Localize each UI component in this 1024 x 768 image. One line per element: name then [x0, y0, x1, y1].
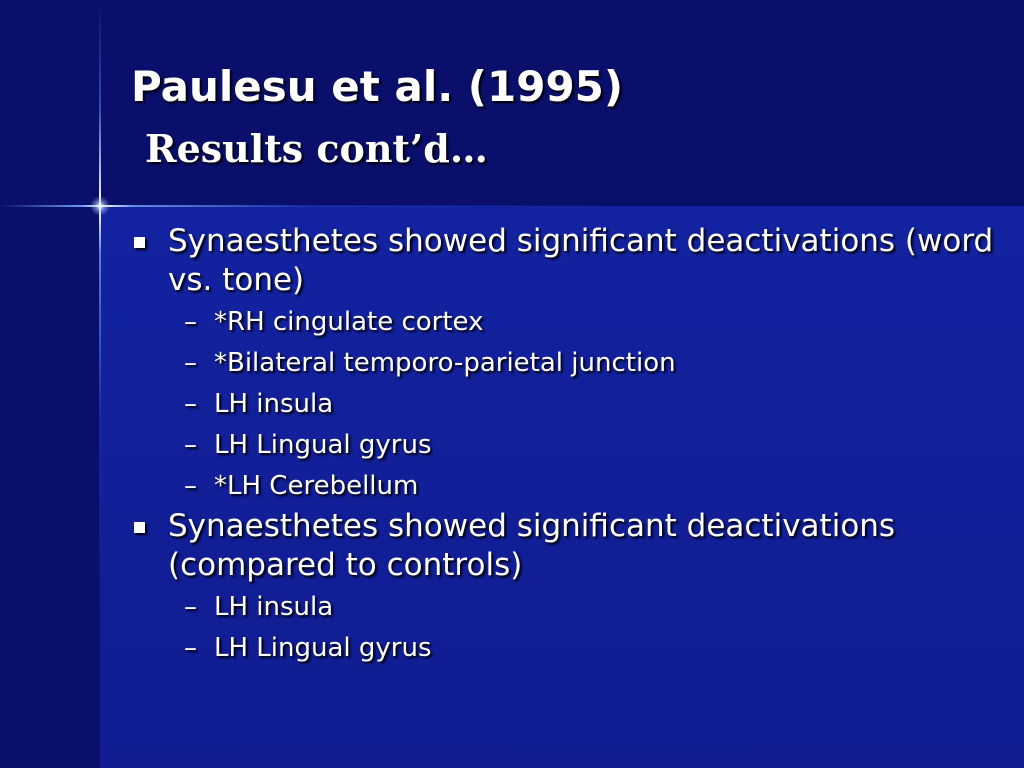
sub-item [184, 384, 1010, 425]
dash-icon: – [184, 633, 197, 663]
sub-item-text: LH insula [214, 592, 334, 622]
dash-icon: – [184, 389, 197, 419]
sub-item [184, 466, 1010, 507]
left-margin-band [0, 206, 100, 768]
bullet-text: Synaesthetes showed significant deactivations (word vs. tone) [168, 223, 994, 298]
sub-item [184, 302, 1010, 343]
sub-item-text: *LH Cerebellum [214, 471, 419, 501]
slide-title: Paulesu et al. (1995) [131, 62, 624, 111]
dash-icon: – [184, 471, 197, 501]
sub-item [184, 425, 1010, 466]
bullet-item [130, 507, 1010, 585]
square-bullet-icon [134, 237, 145, 248]
horizontal-accent-line [0, 205, 1024, 207]
dash-icon: – [184, 430, 197, 460]
bullet-text: Synaesthetes showed significant deactivations (compared to controls) [168, 508, 896, 583]
dash-icon: – [184, 592, 197, 622]
sub-item-text: LH Lingual gyrus [214, 430, 432, 460]
slide-subtitle: Results cont’d… [145, 126, 488, 171]
sub-item-text: LH Lingual gyrus [214, 633, 432, 663]
bullet-item [130, 222, 1010, 300]
slide-body [130, 222, 1010, 669]
sub-item [184, 343, 1010, 384]
sub-item-text: LH insula [214, 389, 334, 419]
dash-icon: – [184, 307, 197, 337]
vertical-accent-line [99, 0, 101, 768]
sub-item [184, 587, 1010, 628]
square-bullet-icon [134, 522, 145, 533]
sub-item [184, 628, 1010, 669]
sub-item-text: *RH cingulate cortex [214, 307, 484, 337]
dash-icon: – [184, 348, 197, 378]
sub-item-text: *Bilateral temporo-parietal junction [214, 348, 676, 378]
sparkle-icon [90, 196, 110, 216]
